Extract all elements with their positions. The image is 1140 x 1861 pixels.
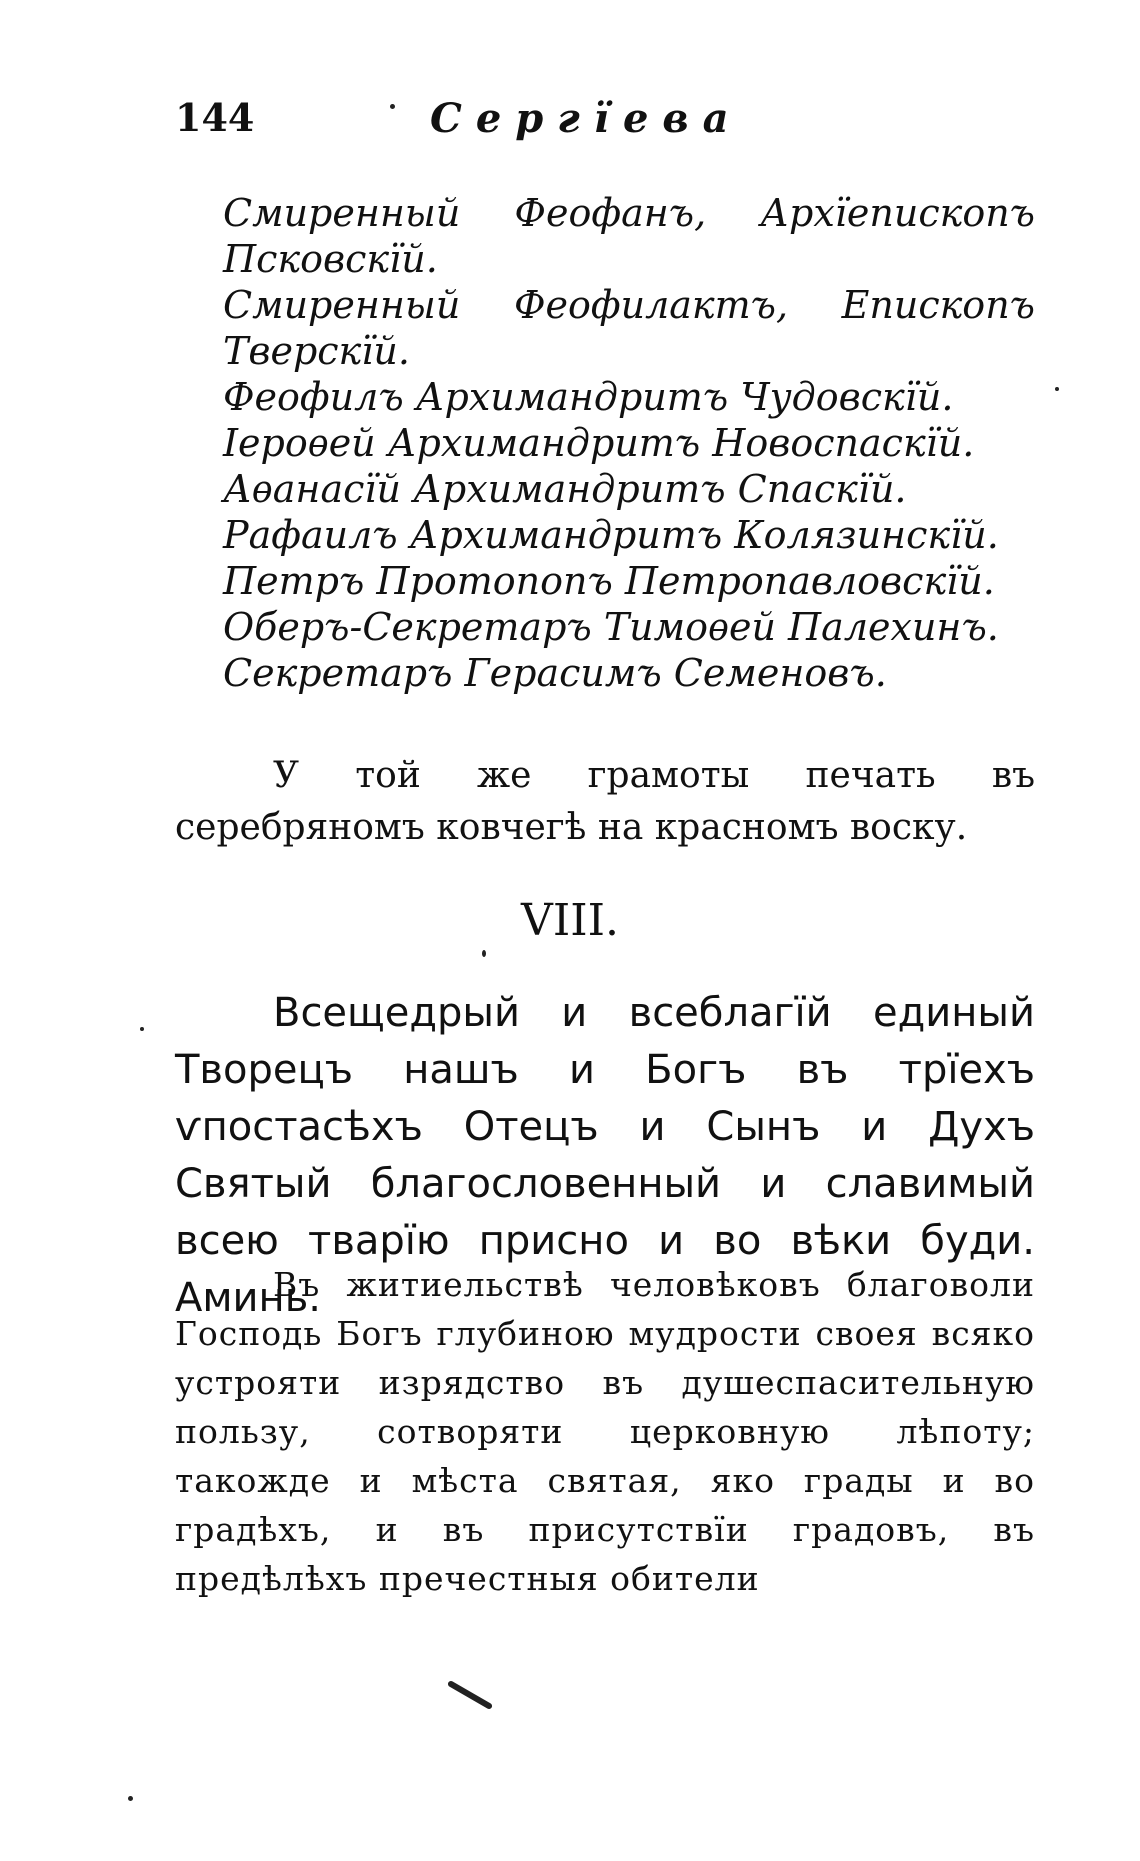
ink-speck — [140, 1027, 144, 1031]
ink-stroke-mark — [447, 1680, 493, 1710]
signature-line: Аѳанасїй Архимандритъ Спаскїй. — [223, 467, 907, 511]
ink-speck — [482, 950, 486, 957]
running-title: Сергїева — [430, 95, 743, 142]
ink-speck — [390, 104, 395, 109]
signature-line: Рафаилъ Архимандритъ Колязинскїй. — [223, 513, 999, 557]
signature-line: Іероѳей Архимандритъ Новоспаскїй. — [223, 421, 975, 465]
signature-line: Смиренный Феофанъ, Архїепископъ Псковскїй. — [223, 191, 1035, 281]
body-paragraph: Въ житиельствѣ человѣковъ благоволи Господь Богъ глубиною мудрости своея всяко устрояти изрядство въ душеспасительную пользу, сотворяти церковную лѣпоту; такожде и мѣста святая, яко грады и во градѣхъ, и въ присутствїи градовъ, въ предѣлѣхъ пречестныя обители — [175, 1265, 1035, 1598]
section-heading: VIII. — [521, 895, 619, 946]
signature-list — [175, 190, 1035, 696]
signature-line: Петръ Протопопъ Петропавловскїй. — [223, 559, 995, 603]
signature-line: Секретаръ Герасимъ Семеновъ. — [223, 651, 887, 695]
invocation-paragraph: Всещедрый и всеблагїй единый Творецъ нашъ и Богъ въ трїехъ ѵпостасѣхъ Отецъ и Сынъ и Духъ Святый благословенный и славимый всею тварїю присно и во вѣки буди. Аминь. — [175, 990, 1035, 1321]
ink-speck — [128, 1796, 133, 1801]
ink-speck — [1055, 387, 1059, 391]
signature-line: Оберъ-Секретаръ Тимоѳей Палехинъ. — [223, 605, 999, 649]
signature-line: Смиренный Феофилактъ, Епископъ Тверскїй. — [223, 283, 1035, 373]
page-header — [175, 95, 1035, 155]
seal-note: У той же грамоты печать въ серебряномъ ковчегѣ на красномъ воску. — [175, 755, 1035, 848]
page-number: 144 — [175, 95, 255, 140]
signature-line: Феофилъ Архимандритъ Чудовскїй. — [223, 375, 954, 419]
